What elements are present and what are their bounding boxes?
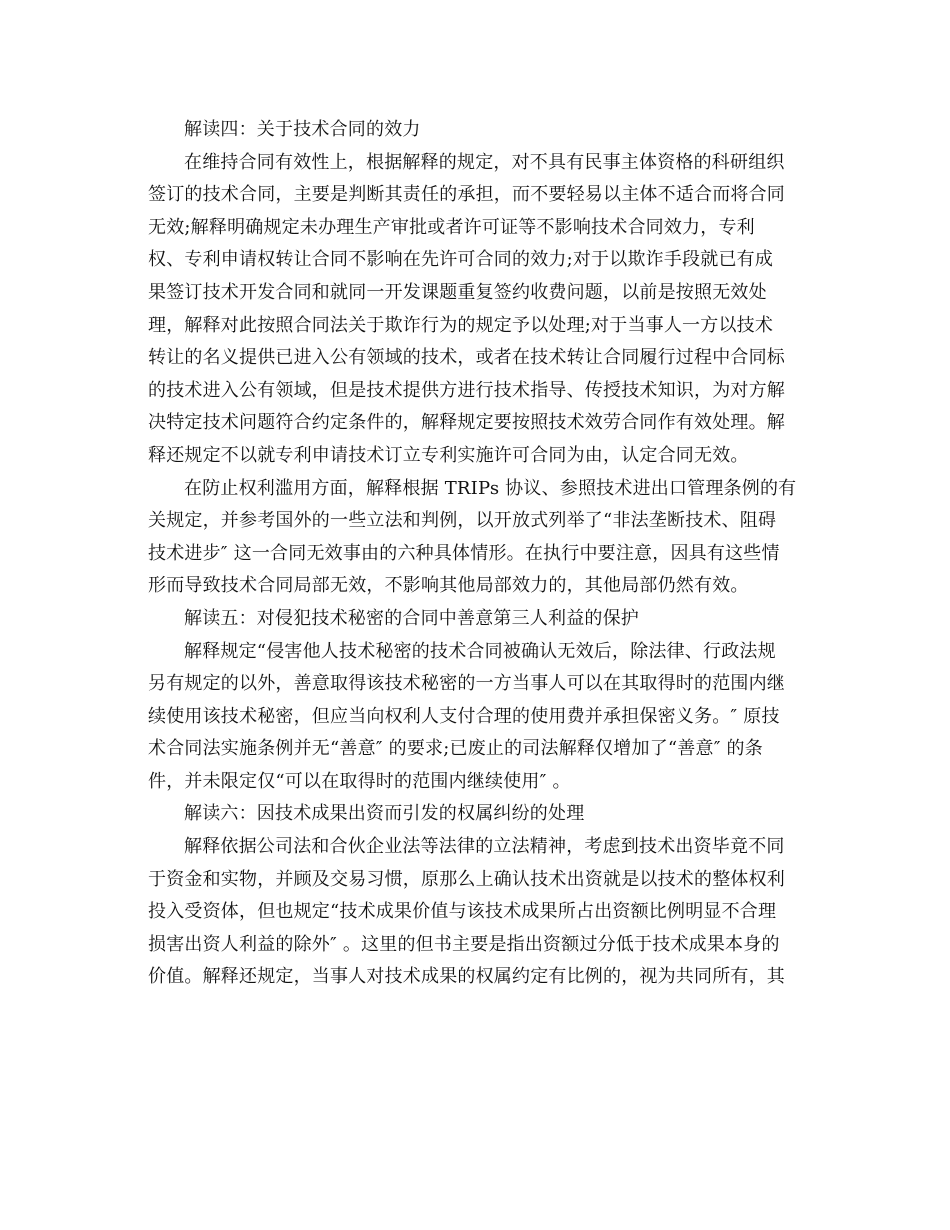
paragraph-line: 投入受资体，但也规定“技术成果价值与该技术成果所占出资额比例明显不合理 — [148, 901, 777, 923]
paragraph-line: 解释依据公司法和合伙企业法等法律的立法精神，考虑到技术出资毕竟不同 — [184, 836, 785, 858]
paragraph-line: 签订的技术合同，主要是判断其责任的承担，而不要轻易以主体不适合而将合同 — [148, 184, 785, 206]
paragraph-line: 价值。解释还规定，当事人对技术成果的权属约定有比例的，视为共同所有，其 — [148, 966, 785, 988]
paragraph-line: 在维持合同有效性上，根据解释的规定，对不具有民事主体资格的科研组织 — [184, 151, 785, 173]
paragraph-line: 转让的名义提供已进入公有领域的技术，或者在技术转让合同履行过程中合同标 — [148, 347, 785, 369]
paragraph-line: 形而导致技术合同局部无效，不影响其他局部效力的，其他局部仍然有效。 — [148, 575, 749, 597]
paragraph-line: 解释规定“侵害他人技术秘密的技术合同被确认无效后，除法律、行政法规 — [184, 640, 776, 662]
paragraph-line: 另有规定的以外，善意取得该技术秘密的一方当事人可以在其取得时的范围内继 — [148, 673, 785, 695]
paragraph-line: 术合同法实施条例并无“善意″ 的要求;已废止的司法解释仅增加了“善意″ 的条 — [148, 738, 763, 760]
heading-interpretation-4: 解读四：关于技术合同的效力 — [184, 119, 421, 140]
paragraph-line: 件，并未限定仅“可以在取得时的范围内继续使用″ 。 — [148, 770, 571, 792]
paragraph-line: 决特定技术问题符合约定条件的，解释规定要按照技术效劳合同作有效处理。解 — [148, 412, 785, 434]
paragraph-line: 权、专利申请权转让合同不影响在先许可合同的效力;对于以欺诈手段就已有成 — [148, 249, 774, 271]
heading-interpretation-5: 解读五：对侵犯技术秘密的合同中善意第三人利益的保护 — [184, 607, 639, 629]
heading-interpretation-6: 解读六：因技术成果出资而引发的权属纠纷的处理 — [184, 803, 585, 825]
paragraph-line: 无效;解释明确规定未办理生产审批或者许可证等不影响技术合同效力，专利 — [148, 216, 755, 238]
paragraph-line: 释还规定不以就专利申请技术订立专利实施许可合同为由，认定合同无效。 — [148, 444, 749, 466]
paragraph-line: 于资金和实物，并顾及交易习惯，原那么上确认技术出资就是以技术的整体权利 — [148, 868, 785, 890]
paragraph-line: 损害出资人利益的除外″ 。这里的但书主要是指出资额过分低于技术成果本身的 — [148, 933, 780, 955]
document-page — [148, 114, 798, 994]
paragraph-line: 续使用该技术秘密，但应当向权利人支付合理的使用费并承担保密义务。″ 原技 — [148, 705, 780, 727]
paragraph-line: 的技术进入公有领域，但是技术提供方进行技术指导、传授技术知识，为对方解 — [148, 379, 785, 401]
paragraph-line: 果签订技术开发合同和就同一开发课题重复签约收费问题，以前是按照无效处 — [148, 281, 767, 303]
paragraph-line: 在防止权利滥用方面，解释根据 TRIPs 协议、参照技术进出口管理条例的有 — [184, 477, 797, 499]
paragraph-line: 理，解释对此按照合同法关于欺诈行为的规定予以处理;对于当事人一方以技术 — [148, 314, 774, 336]
paragraph-line: 关规定，并参考国外的一些立法和判例，以开放式列举了“非法垄断技术、阻碍 — [148, 510, 777, 532]
paragraph-line: 技术进步″ 这一合同无效事由的六种具体情形。在执行中要注意，因具有这些情 — [148, 542, 780, 564]
